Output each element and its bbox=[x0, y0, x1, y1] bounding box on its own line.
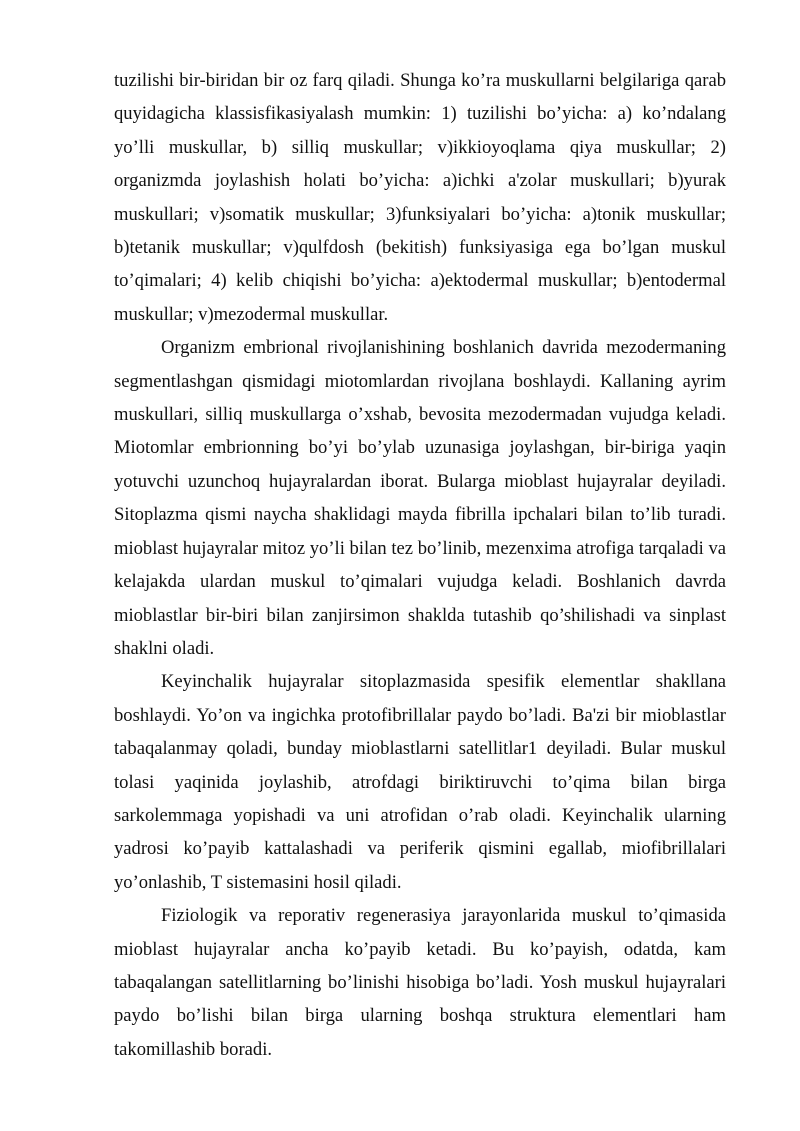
paragraph-regeneration: Fiziologik va reporativ regenerasiya jarayonlarida muskul to’qimasida mioblast hujayralar ancha ko’payib ketadi. Bu ko’payish, odatda, kam tabaqalangan satellitlarning bo’linishi hisobiga bo’ladi. Yosh muskul hujayralari paydo bo’lishi bilan birga ularning boshqa struktura elementlari ham takomillashib boradi. bbox=[114, 905, 726, 1060]
document-page bbox=[114, 64, 726, 1066]
paragraph-muscle-classification: tuzilishi bir-biridan bir oz farq qiladi. Shunga ko’ra muskullarni belgilariga qarab quyidagicha klassisfikasiyalash mumkin: 1) tuzilishi bo’yicha: a) ko’ndalang yo’lli muskullar, b) silliq muskullar; v)ikkioyoqlama qiya muskullar; 2) organizmda joylashish holati bo’yicha: a)ichki a'zolar muskullari; b)yurak muskullari; v)somatik muskullar; 3)funksiyalari bo’yicha: a)tonik muskullar; b)tetanik muskullar; v)qulfdosh (bekitish) funksiyasiga ega bo’lgan muskul to’qimalari; 4) kelib chiqishi bo’yicha: a)ektodermal muskullar; b)entodermal muskullar; v)mezodermal muskullar. bbox=[114, 70, 726, 325]
paragraph-embryonic-development: Organizm embrional rivojlanishining boshlanich davrida mezodermaning segmentlashgan qismidagi miotomlardan rivojlana boshlaydi. Kallaning ayrim muskullari, silliq muskullarga o’xshab, bevosita mezodermadan vujudga keladi. Miotomlar embrionning bo’yi bo’ylab uzunasiga joylashgan, bir-biriga yaqin yotuvchi uzunchoq hujayralardan iborat. Bularga mioblast hujayralar deyiladi. Sitoplazma qismi naycha shaklidagi mayda fibrilla ipchalari bilan to’lib turadi. mioblast hujayralar mitoz yo’li bilan tez bo’linib, mezenxima atrofiga tarqaladi va kelajakda ulardan muskul to’qimalari vujudga keladi. Boshlanich davrda mioblastlar bir-biri bilan zanjirsimon shaklda tutashib qo’shilishadi va sinplast shaklni oladi. bbox=[114, 337, 726, 659]
paragraph-cytoplasm-elements: Keyinchalik hujayralar sitoplazmasida spesifik elementlar shakllana boshlaydi. Yo’on va ingichka protofibrillalar paydo bo’ladi. Ba'zi bir mioblastlar tabaqalanmay qoladi, bunday mioblastlarni satellitlar1 deyiladi. Bular muskul tolasi yaqinida joylashib, atrofdagi biriktiruvchi to’qima bilan birga sarkolemmaga yopishadi va uni atrofidan o’rab oladi. Keyinchalik ularning yadrosi ko’payib kattalashadi va periferik qismini egallab, miofibrillalari yo’onlashib, T sistemasini hosil qiladi. bbox=[114, 671, 726, 893]
